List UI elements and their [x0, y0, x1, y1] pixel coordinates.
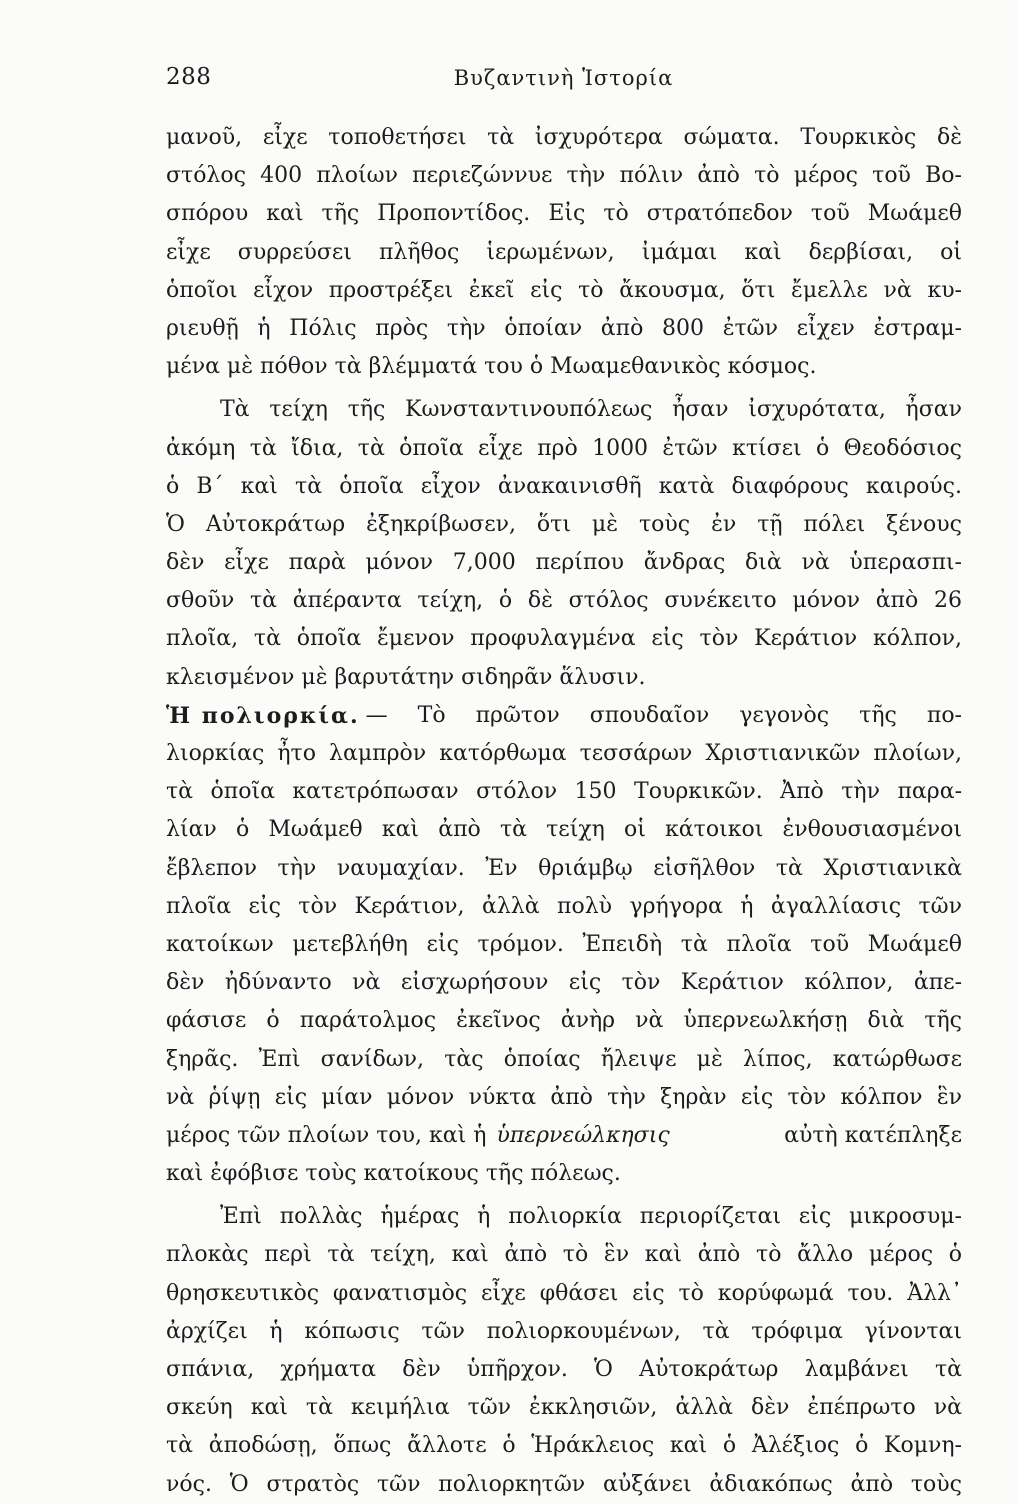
text-line: [166, 1313, 962, 1351]
line-text: πλοῖα, τὰ ὁποῖα ἔμενον προφυλαγμένα εἰς τὸν Κεράτιον κόλπον,: [166, 626, 962, 652]
line-text: σκεύη καὶ τὰ κειμήλια τῶν ἐκκλησιῶν, ἀλλὰ δὲν ἐπέπρωτο νὰ: [166, 1395, 962, 1421]
text-line: [166, 468, 962, 506]
line-text: Ἐπὶ πολλὰς ἡμέρας ἡ πολιορκία περιορίζεται εἰς μικροσυμ-: [220, 1204, 962, 1230]
line-text: εἶχε συρρεύσει πλῆθος ἱερωμένων, ἰμάμαι καὶ δερβίσαι, οἱ: [166, 239, 962, 265]
line-text: ὁποῖοι εἶχον προστρέξει ἐκεῖ εἰς τὸ ἄκουσμα, ὅτι ἔμελλε νὰ κυ-: [166, 277, 962, 303]
running-title: Βυζαντινὴ Ἱστορία: [453, 66, 674, 90]
line-text: δὲν εἶχε παρὰ μόνον 7,000 περίπου ἄνδρας διὰ νὰ ὑπερασπι-: [166, 550, 962, 576]
text-line: [166, 119, 962, 157]
line-text: Τὰ τείχη τῆς Κωνσταντινουπόλεως ἦσαν ἰσχυρότατα, ἦσαν: [220, 397, 962, 423]
text-line: [166, 195, 962, 233]
text-line: [166, 888, 962, 926]
text-line: [166, 391, 962, 429]
text-line: [166, 1002, 962, 1040]
text-line: [166, 1041, 962, 1079]
line-text: μένα μὲ πόθον τὰ βλέμματά του ὁ Μωαμεθανικὸς κόσμος.: [166, 354, 817, 380]
line-text: στόλος 400 πλοίων περιεζώννυε τὴν πόλιν ἀπὸ τὸ μέρος τοῦ Βο-: [166, 163, 962, 189]
text-line: [166, 735, 962, 773]
line-text: τὰ ἀποδώσῃ, ὅπως ἄλλοτε ὁ Ἡράκλειος καὶ ὁ Ἀλέξιος ὁ Κομνη-: [166, 1433, 962, 1459]
text-line: [166, 1236, 962, 1274]
heading-line-rest-wrap: [360, 697, 962, 735]
line-text: ὁ Β΄ καὶ τὰ ὁποῖα εἶχον ἀνακαινισθῆ κατὰ διαφόρους καιρούς.: [166, 473, 962, 499]
text-line: [166, 272, 962, 310]
line-text: σθοῦν τὰ ἀπέραντα τείχη, ὁ δὲ στόλος συνέκειτο μόνον ἀπὸ 26: [166, 588, 962, 614]
text-line: [166, 1275, 962, 1313]
line-text: σπάνια, χρήματα δὲν ὑπῆρχον. Ὁ Αὐτοκράτωρ λαμβάνει τὰ: [166, 1357, 962, 1382]
text-line: [166, 582, 962, 620]
page-number: 288: [166, 64, 212, 90]
line-text: Ὁ Αὐτοκράτωρ ἐξηκρίβωσεν, ὅτι μὲ τοὺς ἐν τῇ πόλει ξένους: [166, 511, 962, 537]
line-text: φάσισε ὁ παράτολμος ἐκεῖνος ἀνὴρ νὰ ὑπερνεωλκήσῃ διὰ τῆς: [166, 1008, 962, 1034]
text-line: [166, 964, 962, 1002]
text-line: [166, 850, 962, 888]
heading-line-rest: — Τὸ πρῶτον σπουδαῖον γεγονὸς τῆς πο-: [365, 702, 962, 728]
line-text: δὲν ἠδύναντο νὰ εἰσχωρήσουν εἰς τὸν Κεράτιον κόλπον, ἀπε-: [166, 970, 962, 996]
text-line: [166, 506, 962, 544]
text-line: [166, 1466, 962, 1504]
text-line: [166, 773, 962, 811]
text-line: [166, 234, 962, 272]
paragraph-2: [166, 391, 962, 697]
line-text: θρησκευτικὸς φανατισμὸς εἶχε φθάσει εἰς τὸ κορύφωμά του. Ἀλλ᾽: [166, 1280, 962, 1306]
italic-line-after: αὐτὴ κατέπληξε: [784, 1122, 962, 1148]
paragraph-3-last-line: καὶ ἐφόβισε τοὺς κατοίκους τῆς πόλεως.: [166, 1161, 621, 1187]
line-text: κλεισμένον μὲ βαρυτάτην σιδηρᾶν ἅλυσιν.: [166, 664, 646, 690]
italic-term: ὑπερνεώλκησις: [496, 1122, 670, 1148]
line-text: κατοίκων μετεβλήθη εἰς τρόμον. Ἐπειδὴ τὰ πλοῖα τοῦ Μωάμεθ: [166, 931, 962, 957]
line-text: ριευθῇ ἡ Πόλις πρὸς τὴν ὁποίαν ἀπὸ 800 ἐτῶν εἶχεν ἐστραμ-: [166, 315, 962, 341]
text-line: [166, 926, 962, 964]
line-text: νὰ ῥίψῃ εἰς μίαν μόνον νύκτα ἀπὸ τὴν ξηρὰν εἰς τὸν κόλπον ἓν: [166, 1084, 962, 1110]
text-line: [166, 430, 962, 468]
page-header: [166, 64, 961, 100]
text-line: [166, 1155, 962, 1193]
paragraph-3: [166, 697, 962, 1193]
text-line: [166, 544, 962, 582]
paragraph-4: [166, 1198, 962, 1504]
text-line: [166, 659, 962, 697]
page-body: [166, 119, 962, 1504]
text-line: [166, 620, 962, 658]
line-text: ἀκόμη τὰ ἴδια, τὰ ὁποῖα εἶχε πρὸ 1000 ἐτῶν κτίσει ὁ Θεοδόσιος: [166, 435, 962, 461]
text-line: [166, 1427, 962, 1465]
text-line: [166, 697, 962, 735]
line-text: πλοκὰς περὶ τὰ τείχη, καὶ ἀπὸ τὸ ἓν καὶ ἀπὸ τὸ ἄλλο μέρος ὁ: [166, 1242, 962, 1268]
line-text: ξηρᾶς. Ἐπὶ σανίδων, τὰς ὁποίας ἤλειψε μὲ λίπος, κατώρθωσε: [166, 1046, 962, 1072]
text-line: [166, 1351, 962, 1389]
line-text: τὰ ὁποῖα κατετρόπωσαν στόλον 150 Τουρκικῶν. Ἀπὸ τὴν παρα-: [166, 779, 962, 805]
text-line: [166, 310, 962, 348]
italic-line-before: μέρος τῶν πλοίων του, καὶ ἡ: [166, 1122, 487, 1148]
line-text: νός. Ὁ στρατὸς τῶν πολιορκητῶν αὐξάνει ἀδιακόπως ἀπὸ τοὺς: [166, 1471, 962, 1497]
paragraph-1: [166, 119, 962, 386]
text-line: [166, 1079, 962, 1117]
section-heading: Ἡ πολιορκία.: [166, 702, 360, 729]
text-line: [166, 1198, 962, 1236]
text-line: [166, 1117, 962, 1155]
text-line: [166, 157, 962, 195]
text-line: [166, 1389, 962, 1427]
text-line: [166, 811, 962, 849]
line-text: πλοῖα εἰς τὸν Κεράτιον, ἀλλὰ πολὺ γρήγορα ἡ ἀγαλλίασις τῶν: [166, 893, 962, 919]
line-text: σπόρου καὶ τῆς Προποντίδος. Εἰς τὸ στρατόπεδον τοῦ Μωάμεθ: [166, 201, 962, 227]
line-text: μανοῦ, εἶχε τοποθετήσει τὰ ἰσχυρότερα σώματα. Τουρκικὸς δὲ: [166, 125, 962, 150]
line-text: λιορκίας ἦτο λαμπρὸν κατόρθωμα τεσσάρων Χριστιανικῶν πλοίων,: [166, 741, 962, 766]
text-line: [166, 348, 962, 386]
line-text: ἔβλεπον τὴν ναυμαχίαν. Ἐν θριάμβῳ εἰσῆλθον τὰ Χριστιανικὰ: [166, 855, 962, 881]
line-text: λίαν ὁ Μωάμεθ καὶ ἀπὸ τὰ τείχη οἱ κάτοικοι ἐνθουσιασμένοι: [166, 817, 962, 843]
line-text: ἀρχίζει ἡ κόπωσις τῶν πολιορκουμένων, τὰ τρόφιμα γίνονται: [166, 1318, 962, 1344]
